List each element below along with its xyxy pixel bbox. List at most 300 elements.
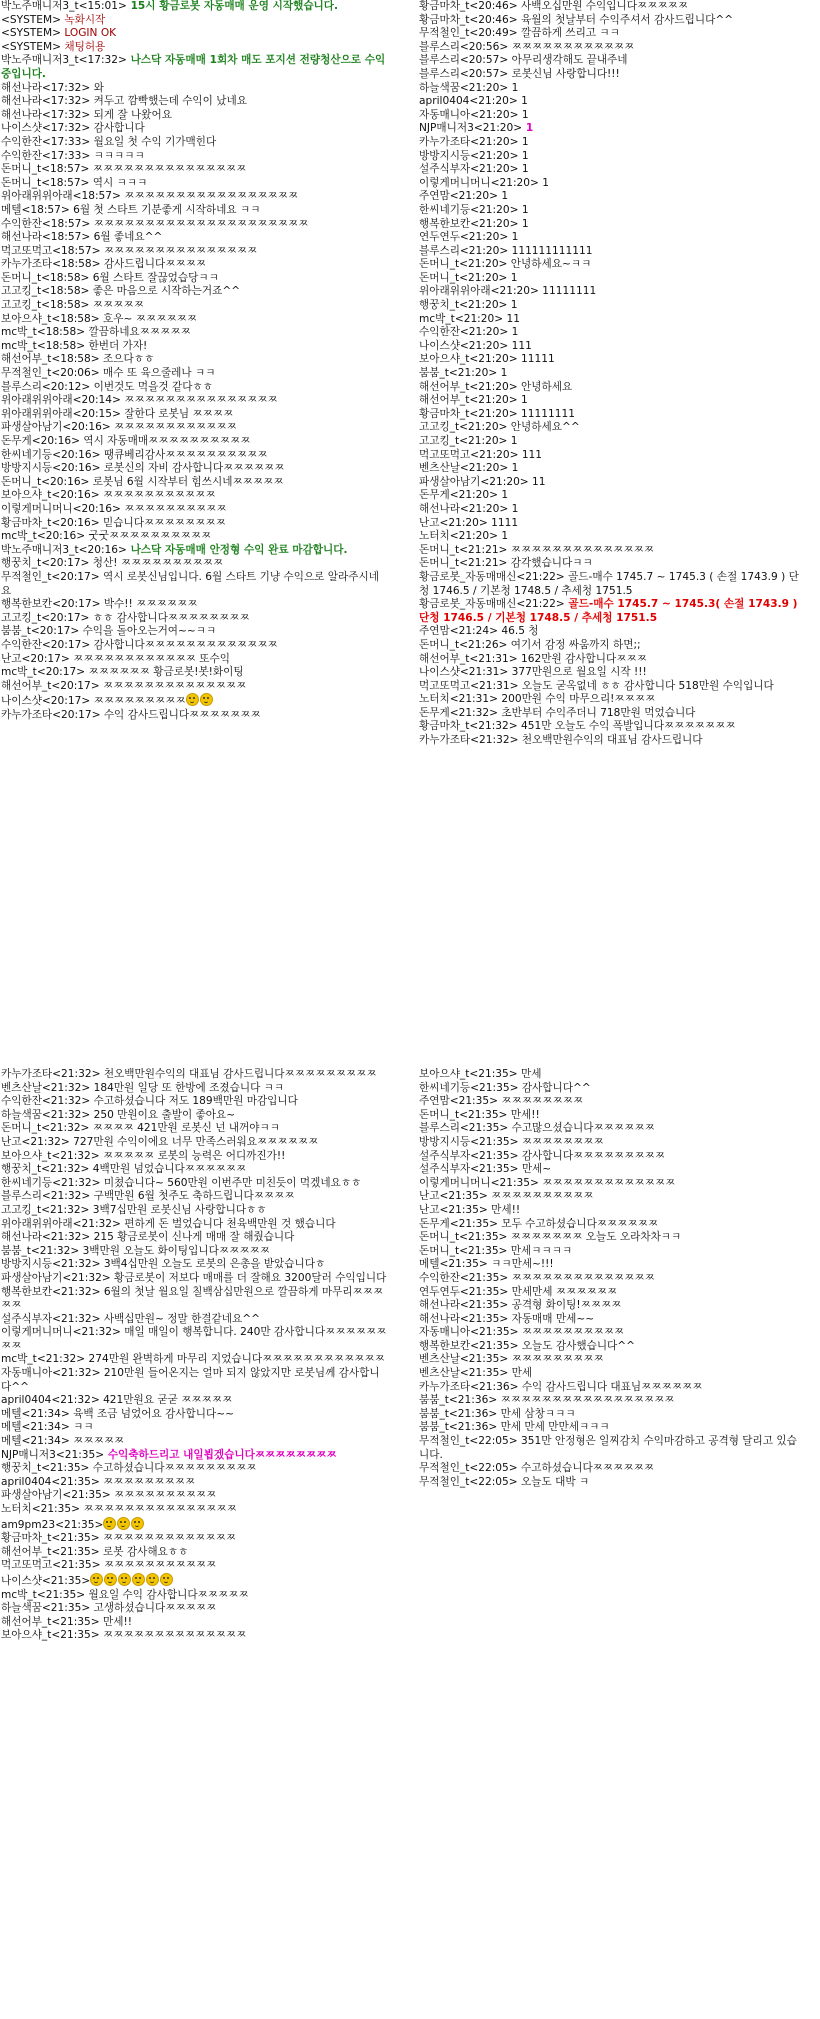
chat-text: 호우~ ㅉㅉㅉㅉㅉㅉ [99, 312, 198, 325]
chat-sender: 무적철인_t<22:05> [419, 1462, 518, 1475]
chat-text: 모두 수고하셨습니다ㅉㅉㅉㅉㅉㅉ [497, 1217, 659, 1230]
chat-message [0, 1353, 390, 1367]
chat-message [418, 557, 808, 571]
chat-text: 청산! ㅉㅉㅉㅉㅉㅉㅉㅉㅉㅉ [89, 557, 224, 570]
chat-message [418, 1313, 808, 1327]
chat-sender: 먹고또먹고<21:31> [419, 679, 519, 692]
chat-message [418, 1163, 808, 1177]
chat-sender: 나이스샷<21:31> [419, 666, 509, 679]
chat-message [418, 150, 808, 164]
chat-sender: 노터치<21:20> [419, 530, 498, 543]
chat-sender: 붐붐_t<20:17> [1, 625, 80, 638]
chat-sender: 연두연두<21:35> [419, 1285, 509, 1298]
chat-sender: 해선나라<21:35> [419, 1312, 509, 1325]
chat-sender: NJP매니저3<21:20> [419, 122, 523, 135]
chat-message [0, 435, 390, 449]
chat-message [0, 408, 390, 422]
chat-message [0, 1177, 390, 1191]
chat-message [418, 666, 808, 680]
chat-text: 6월 좋네요^^ [90, 231, 163, 244]
chat-text: ㅉㅉㅉㅉㅉㅉㅉㅉㅉㅉ [110, 1489, 217, 1502]
chat-message [418, 625, 808, 639]
chat-sender: 돈머니_t<21:35> [419, 1108, 508, 1121]
chat-sender: 방방지시등<21:32> [1, 1258, 101, 1271]
chat-sender: 난고<20:17> [1, 652, 70, 665]
chat-message [418, 1408, 808, 1422]
chat-message [418, 1476, 808, 1490]
chat-message [0, 41, 390, 55]
chat-sender: 설주식부자<21:32> [1, 1312, 101, 1325]
chat-message [418, 408, 808, 422]
chat-message [0, 204, 390, 218]
chat-message [0, 1367, 390, 1394]
chat-message [418, 326, 808, 340]
chat-text: 이번것도 먹을것 같다ㅎㅎ [90, 380, 213, 393]
chat-sender: 보아으샤_t<21:20> [419, 353, 518, 366]
chat-sender: 돈무게<21:35> [419, 1217, 498, 1230]
chat-message [0, 177, 390, 191]
chat-text: 274만원 완벽하게 마무리 지었습니다ㅉㅉㅉㅉㅉㅉㅉㅉㅉㅉㅉㅉ [85, 1353, 385, 1366]
chat-sender: 고고킹_t<18:58> [1, 299, 90, 312]
chat-message [0, 680, 390, 694]
chat-text: 편하게 돈 벌었습니다 천육백만원 것 했습니다 [120, 1217, 336, 1230]
chat-text: ㅋㅋ [69, 1421, 94, 1434]
chat-text: 수고하셨습니다ㅉㅉㅉㅉㅉㅉ [517, 1462, 655, 1475]
chat-sender: 방방지시등<20:16> [1, 462, 101, 475]
chat-message [0, 231, 390, 245]
chat-text: 오늘도 감사했습니다^^ [518, 1339, 636, 1352]
chat-message [418, 435, 808, 449]
chat-sender: 난고<21:32> [1, 1135, 70, 1148]
chat-sender: mc박_t<21:35> [1, 1588, 86, 1601]
chat-text: 1 [497, 489, 509, 502]
chat-text: ㅉㅉㅉㅉㅉㅉㅉㅉㅉㅉㅉㅉ 또수익 [69, 652, 230, 665]
chat-text: 황금로봇이 저보다 매매를 더 잘해요 3200달러 수익입니다 [110, 1271, 387, 1284]
chat-text: 11 [503, 312, 520, 325]
smiley-emoticon-icon [132, 1573, 145, 1586]
chat-sender: 해선어부_t<21:20> [419, 380, 518, 393]
chat-sender: 벤츠산날<21:35> [419, 1367, 509, 1380]
chat-message [418, 353, 808, 367]
chat-message [418, 598, 808, 625]
chat-text: 만세 삼창ㅋㅋㅋ [497, 1407, 576, 1420]
chat-message [0, 1231, 390, 1245]
chat-text: 1 [507, 299, 518, 312]
chat-text: 1 [518, 203, 529, 216]
chat-sender: mc박_t<18:58> [1, 339, 86, 352]
chat-sender: 파생살아남기<21:32> [1, 1271, 111, 1284]
chat-message [0, 1559, 390, 1573]
chat-text: 와 [90, 81, 104, 94]
chat-text: ㅉㅉㅉㅉㅉㅉㅉㅉㅉㅉㅉㅉㅉㅉㅉ [120, 394, 278, 407]
chat-message [418, 1190, 808, 1204]
chat-text: 로봇신의 자비 감사합니다ㅉㅉㅉㅉㅉㅉ [100, 462, 285, 475]
chat-message [0, 14, 390, 28]
chat-sender: 노터치<21:31> [419, 693, 498, 706]
chat-message [0, 1602, 390, 1616]
chat-message [0, 1517, 390, 1533]
chat-sender: 돈머니_t<18:57> [1, 176, 90, 189]
chat-text: ㅉㅉㅉㅉㅉㅉㅉㅉㅉ [508, 1353, 604, 1366]
chat-message [0, 394, 390, 408]
chat-sender: 무적철인_t<20:06> [1, 367, 100, 380]
chat-message [0, 517, 390, 531]
chat-message [0, 1068, 390, 1082]
chat-sender: 행꿍치_t<20:17> [1, 557, 90, 570]
chat-text: 천오백만원수익의 대표님 감사드립니다ㅉㅉㅉㅉㅉㅉㅉㅉㅉ [100, 1068, 377, 1080]
chat-text: 1 [497, 530, 509, 543]
chat-message [0, 1272, 390, 1286]
chat-message [418, 231, 808, 245]
chat-sender: 붐붐_t<21:36> [419, 1421, 498, 1434]
chat-text: 좋은 마음으로 시작하는거죠^^ [89, 285, 241, 298]
chat-text: 만세 [508, 1367, 533, 1380]
chat-text: 월요일 첫 수익 기가맥힌다 [90, 135, 217, 148]
chat-sender: 자동매니아<21:35> [419, 1326, 519, 1339]
chat-text: 1 [508, 462, 519, 475]
chat-sender: <SYSTEM> [1, 40, 61, 53]
chat-text: 켜두고 깜빡했는데 수익이 났네요 [90, 95, 247, 108]
chat-sender: 수익한잔<21:35> [419, 1271, 509, 1284]
chat-text: ㅋㅋㅋㅋㅋ [90, 149, 145, 162]
chat-sender: 무적철인_t<22:05> [419, 1435, 518, 1448]
chat-sender: 블루스리<20:56> [419, 40, 509, 53]
chat-sender: 블루스리<21:20> [419, 244, 509, 257]
chat-message [0, 1546, 390, 1560]
chat-message [418, 285, 808, 299]
chat-message [418, 1109, 808, 1123]
chat-message [0, 557, 390, 571]
chat-text: 3백7십만원 로봇신님 사랑합니다ㅎㅎ [89, 1203, 267, 1216]
chat-message [0, 109, 390, 123]
chat-sender: 행꿍치_t<21:20> [419, 299, 508, 312]
chat-message [418, 14, 808, 28]
chat-text: 고생하셨습니다ㅉㅉㅉㅉㅉ [90, 1602, 217, 1615]
chat-text: ㅉㅉㅉㅉㅉ [89, 299, 144, 312]
chat-message [0, 367, 390, 381]
chat-text: ㅉㅉㅉㅉㅉㅉㅉㅉㅉㅉ [518, 1326, 625, 1339]
chat-message [0, 54, 390, 81]
chat-message [418, 1353, 808, 1367]
chat-text: 1 [522, 122, 534, 135]
chat-sender: 해선어부_t<21:31> [419, 652, 518, 665]
chat-message [418, 1299, 808, 1313]
chat-sender: 행복한보칸<20:17> [1, 598, 101, 611]
chat-text: ㅉㅉㅉㅉㅉㅉㅉㅉㅉ [99, 1475, 196, 1488]
chat-message [0, 1286, 390, 1313]
chat-text: 나스닥 자동매매 1회차 매도 포지션 전량청산으로 수익 중입니다. [1, 54, 386, 80]
chat-text: ㅉㅉㅉㅉㅉㅉㅉㅉㅉㅉㅉㅉㅉㅉ [508, 1271, 655, 1284]
chat-sender: 방방지시등<21:20> [419, 149, 519, 162]
chat-text: 4백만원 넘었습니다ㅉㅉㅉㅉㅉㅉ [89, 1163, 247, 1176]
chat-sender: 한씨네기등<21:35> [419, 1081, 519, 1094]
chat-sender: 카누가조타<21:32> [419, 734, 519, 747]
chat-message [418, 1068, 808, 1082]
chat-message [0, 95, 390, 109]
chat-log-panel-top-right [418, 0, 808, 1005]
chat-message [0, 1573, 390, 1589]
chat-text: ㅉㅉㅉㅉㅉㅉㅉㅉㅉㅉㅉㅉㅉㅉㅉ [100, 244, 258, 257]
chat-sender: mc박_t<20:17> [1, 666, 86, 679]
chat-text: 조으다ㅎㅎ [99, 353, 155, 366]
chat-text: 안녕하세요^^ [507, 421, 580, 434]
chat-sender: 보아으샤_t<21:35> [419, 1068, 518, 1080]
chat-sender: 황금마차_t<21:32> [419, 720, 518, 733]
chat-text: ㅉㅉㅉㅉㅉㅉㅉㅉ [497, 1095, 584, 1108]
chat-text: 111111111111 [508, 244, 593, 257]
chat-sender: 돈무게<20:16> [1, 435, 80, 447]
smiley-emoticon-icon [117, 1517, 130, 1530]
chat-sender: 먹고또먹고<21:35> [1, 1559, 101, 1572]
chat-sender: 벤츠산날<21:20> [419, 462, 509, 475]
chat-message [418, 1082, 808, 1096]
chat-sender: 한씨네기등<20:16> [1, 448, 101, 461]
chat-message [418, 680, 808, 694]
chat-message [0, 1435, 390, 1449]
chat-text: 6월 스타트 잘끊었습당ㅋㅋ [89, 271, 219, 284]
chat-text: 215 황금로봇이 신나게 매매 잘 해줬습니다 [90, 1231, 295, 1244]
chat-sender: 고고킹_t<21:20> [419, 421, 508, 434]
chat-text: 땡큐베리감사ㅉㅉㅉㅉㅉㅉㅉㅉㅉㅉ [100, 448, 268, 461]
chat-sender: am9pm23<21:35> [1, 1518, 104, 1531]
chat-message [418, 381, 808, 395]
chat-text: 200만원 수익 마무으리!ㅉㅉㅉㅉ [497, 693, 656, 706]
chat-message [0, 598, 390, 612]
chat-text: 역시 자동매매ㅉㅉㅉㅉㅉㅉㅉㅉㅉㅉ [79, 435, 251, 447]
chat-sender: 자동매니아<21:20> [419, 108, 519, 121]
chat-sender: 붐붐_t<21:36> [419, 1407, 498, 1420]
chat-message [418, 136, 808, 150]
chat-sender: 난고<21:20> [419, 516, 488, 529]
chat-sender: 박노주매니저3_t<20:16> [1, 543, 127, 556]
chat-sender: mc박_t<20:16> [1, 530, 86, 543]
chat-sender: 하늘색꿈<21:20> [419, 81, 509, 94]
chat-text: 1 [508, 502, 519, 515]
chat-text: 만세 만세 만만세ㅋㅋㅋ [497, 1421, 610, 1434]
chat-sender: 주연맘<21:35> [419, 1095, 498, 1108]
chat-text: 15시 황금로봇 자동매매 운영 시작했습니다. [126, 0, 339, 12]
chat-sender: 돈머니_t<21:32> [1, 1122, 90, 1135]
chat-sender: 카누가조타<18:58> [1, 258, 101, 271]
chat-text: 구백만원 6월 첫주도 축하드립니다ㅉㅉㅉㅉ [90, 1190, 295, 1203]
chat-text: 11111 [517, 353, 555, 366]
chat-sender: 메텔<21:34> [1, 1435, 70, 1448]
chat-sender: 돈머니_t<20:16> [1, 475, 90, 488]
chat-text: 깔끔하게 쓰리고 ㅋㅋ [517, 27, 620, 40]
chat-sender: 고고킹_t<18:58> [1, 285, 90, 298]
chat-sender: 무적철인_t<20:49> [419, 27, 518, 40]
chat-message [418, 340, 808, 354]
chat-message [418, 503, 808, 517]
chat-sender: NJP매니저3<21:35> [1, 1448, 105, 1461]
chat-text: 만세!! [487, 1203, 521, 1216]
chat-sender: 해선어부_t<20:17> [1, 679, 100, 692]
chat-text: 감사합니다ㅉㅉㅉㅉㅉㅉㅉㅉㅉ [518, 1149, 666, 1162]
chat-message [0, 258, 390, 272]
chat-message [418, 1150, 808, 1164]
smiley-emoticon-icon [160, 1573, 173, 1586]
chat-sender: 붐붐_t<21:20> [419, 367, 498, 380]
chat-sender: 블루스리<20:57> [419, 67, 509, 80]
chat-sender: 위아래위위아래<21:32> [1, 1217, 121, 1230]
chat-text: 수익축하드리고 내일뵙겠습니다ㅉㅉㅉㅉㅉㅉㅉㅉ [104, 1448, 337, 1461]
chat-sender: 돈무게<21:32> [419, 706, 498, 719]
chat-text: 오늘도 대박 ㅋ [517, 1475, 590, 1488]
chat-text: 210만원 들어온지는 얼마 되지 않았지만 로봇님께 감사합니다^^ [1, 1367, 380, 1393]
chat-message [418, 299, 808, 313]
chat-sender: april0404<21:32> [1, 1394, 100, 1407]
chat-sender: mc박_t<18:58> [1, 326, 86, 339]
chat-text: 골드-매수 1745.7 ~ 1745.3 ( 손절 1743.9 ) 단청 1746.5 / 기본청 1748.5 / 추세청 1751.5 [419, 570, 799, 597]
chat-sender: 행꿍치_t<21:32> [1, 1163, 90, 1176]
chat-message [418, 122, 808, 136]
chat-message [0, 299, 390, 313]
chat-sender: 설주식부자<21:35> [419, 1163, 519, 1176]
chat-sender: 돈머니_t<21:26> [419, 638, 508, 651]
chat-text: 111 [518, 448, 543, 461]
chat-sender: 위아래위위아래<20:15> [1, 407, 121, 420]
chat-text: 1 [518, 108, 529, 121]
chat-message [418, 639, 808, 653]
chat-sender: 황금마차_t<20:16> [1, 516, 100, 529]
chat-text: 6월의 첫날 월요일 칠백삼십만원으로 깔끔하게 마무리ㅉㅉㅉㅉㅉ [1, 1285, 384, 1312]
chat-sender: 이렇게머니머니<20:16> [1, 502, 121, 515]
chat-sender: 수익한잔<17:33> [1, 135, 91, 148]
chat-message [0, 1629, 390, 1643]
chat-message [418, 1218, 808, 1232]
chat-message [418, 82, 808, 96]
chat-text: ㅉㅉㅉㅉㅉㅉㅉㅉㅉㅉ [487, 1190, 594, 1203]
chat-text: 1 [507, 271, 518, 284]
chat-message [0, 503, 390, 517]
chat-sender: 붐붐_t<21:32> [1, 1244, 80, 1257]
chat-message [418, 41, 808, 55]
chat-message [0, 285, 390, 299]
chat-text: 421만원요 굳굳 ㅉㅉㅉㅉㅉ [99, 1394, 233, 1407]
chat-sender: 블루스리<20:12> [1, 380, 91, 393]
chat-text: ㅉㅉㅉㅉㅉㅉㅉㅉㅉㅉㅉㅉㅉㅉㅉ [89, 163, 247, 176]
chat-text: 잘한다 로봇님 ㅉㅉㅉㅉ [120, 407, 234, 420]
chat-text: 채팅허용 [60, 40, 106, 53]
chat-message [418, 258, 808, 272]
chat-sender: 나이스샷<17:32> [1, 122, 91, 135]
chat-sender: 무적철인_t<22:05> [419, 1475, 518, 1488]
chat-sender: 위아래위위아래<18:57> [1, 190, 121, 203]
chat-text: ㅉㅉㅉㅉㅉ 로봇의 능력은 어디까진가!! [99, 1149, 286, 1162]
chat-message [0, 122, 390, 136]
chat-text: 3백4십만원 오늘도 로봇의 은총을 받았습니다ㅎ [100, 1258, 326, 1271]
chat-text: 감사합니다 [90, 122, 145, 135]
chat-text: 1 [538, 176, 550, 189]
chat-message [0, 150, 390, 164]
chat-sender: 메텔<21:34> [1, 1407, 70, 1420]
chat-message [0, 1245, 390, 1259]
chat-message [418, 1381, 808, 1395]
chat-text: 로봇신님 사랑합니다!!! [508, 67, 620, 80]
chat-text: 공격형 화이팅!ㅉㅉㅉㅉ [508, 1299, 622, 1312]
chat-text: 한번더 가자! [85, 339, 148, 352]
chat-message [0, 163, 390, 177]
chat-message [0, 571, 390, 598]
chat-sender: 붐붐_t<21:36> [419, 1394, 498, 1407]
chat-text: 녹화시작 [60, 13, 106, 26]
chat-message [418, 693, 808, 707]
chat-message [418, 517, 808, 531]
chat-text: 감사합니다^^ [518, 1081, 591, 1094]
chat-message [0, 1163, 390, 1177]
chat-text: 오늘도 굳옥없네 ㅎㅎ 감사합니다 518만원 수익입니다 [518, 679, 774, 692]
chat-message [418, 1231, 808, 1245]
chat-text: ㅋㅋ만세~!!! [487, 1258, 554, 1271]
chat-sender: 난고<21:35> [419, 1190, 488, 1203]
chat-message [0, 1109, 390, 1123]
chat-text: 육백 조금 넘었어요 감사합니다~~ [69, 1407, 235, 1420]
chat-text: ㅉㅉㅉㅉㅉㅉㅉㅉㅉㅉㅉㅉㅉㅉㅉㅉㅉ [120, 190, 299, 203]
chat-sender: 나이스샷<21:20> [419, 339, 509, 352]
chat-message [0, 1616, 390, 1630]
chat-message [418, 1122, 808, 1136]
chat-message [418, 1136, 808, 1150]
chat-sender: 황금마차_t<21:20> [419, 407, 518, 420]
chat-text: 수익 감사드립니다 대표님ㅉㅉㅉㅉㅉㅉ [518, 1380, 703, 1393]
chat-text: 46.5 청 [497, 625, 539, 638]
chat-message [0, 666, 390, 680]
chat-message [0, 1218, 390, 1232]
chat-text: 아무리생각해도 끝내주네 [508, 54, 628, 67]
chat-sender: 수익한잔<21:32> [1, 1095, 91, 1108]
chat-message [418, 54, 808, 68]
chat-message [418, 1258, 808, 1272]
chat-text: 11111111 [538, 285, 597, 298]
chat-text: ㅉㅉㅉㅉ 421만원 로봇신 넌 내꺼야ㅋㅋ [89, 1122, 280, 1135]
chat-sender: 돈머니_t<21:35> [419, 1231, 508, 1244]
chat-text: LOGIN OK [60, 27, 117, 40]
chat-text: 1 [497, 367, 508, 380]
chat-sender: mc박_t<21:32> [1, 1353, 86, 1366]
smiley-emoticon-icon [200, 693, 213, 706]
chat-message [418, 653, 808, 667]
chat-sender: 파생살아남기<20:16> [1, 421, 111, 434]
chat-message [418, 204, 808, 218]
chat-message [0, 1489, 390, 1503]
chat-message [0, 218, 390, 232]
chat-message [0, 544, 390, 558]
chat-sender: 난고<21:35> [419, 1203, 488, 1216]
chat-sender: 돈머니_t<21:20> [419, 271, 508, 284]
chat-text: 굿굿ㅉㅉㅉㅉㅉㅉㅉㅉㅉㅉ [85, 530, 212, 543]
chat-message [418, 245, 808, 259]
chat-sender: 돈무게<21:20> [419, 489, 498, 502]
chat-text: 박수!! ㅉㅉㅉㅉㅉㅉ [100, 598, 198, 611]
chat-sender: 메텔<18:57> [1, 203, 70, 216]
chat-message [0, 1408, 390, 1422]
chat-message [0, 476, 390, 490]
chat-sender: 돈머니_t<18:58> [1, 271, 90, 284]
chat-text: 수익을 돌아오는거여~~ㅋㅋ [79, 625, 217, 638]
chat-text: 만세ㅋㅋㅋㅋ [507, 1244, 573, 1257]
smiley-emoticon-icon [103, 1517, 116, 1530]
chat-sender: 위아래위위아래<20:14> [1, 394, 121, 407]
chat-text: 만세 [517, 1068, 542, 1080]
chat-sender: 카누가조타<20:17> [1, 708, 101, 721]
chat-sender: 먹고또먹고<18:57> [1, 244, 101, 257]
chat-text: 골드-매수 1745.7 ~ 1745.3( 손절 1743.9 ) 단청 1746.5 / 기본청 1748.5 / 추세청 1751.5 [419, 598, 798, 624]
chat-text: 나스닥 자동매매 안정형 수익 완료 마감합니다. [126, 543, 348, 556]
chat-sender: 카누가조타<21:36> [419, 1380, 519, 1393]
chat-sender: 해선어부_t<18:58> [1, 353, 100, 366]
chat-text: 되게 잘 나왔어요 [90, 108, 172, 121]
chat-message [0, 1136, 390, 1150]
